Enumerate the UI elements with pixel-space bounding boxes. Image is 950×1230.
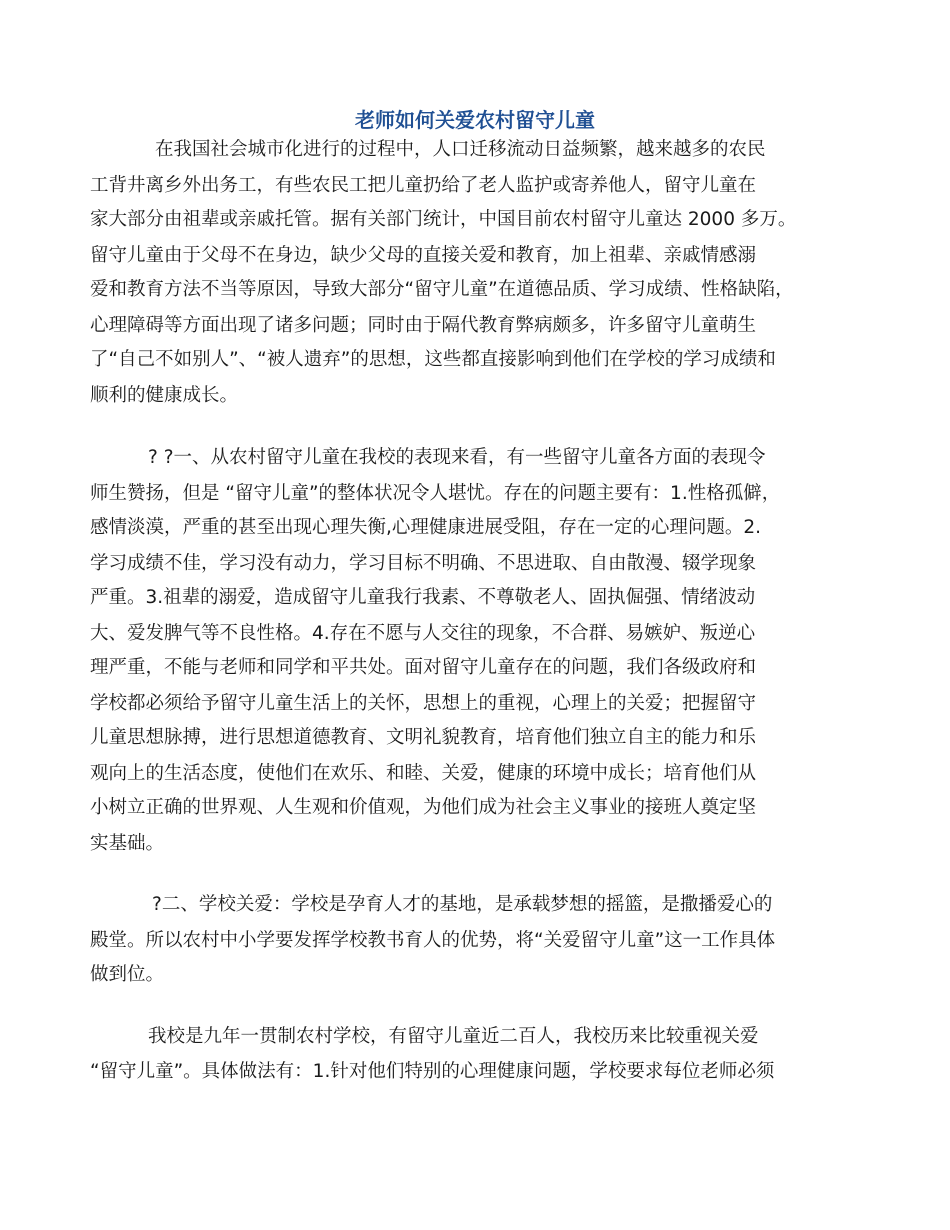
paragraph-line: 学习成绩不佳，学习没有动力，学习目标不明确、不思进取、自由散漫、辍学现象 [90,553,757,574]
paragraph-line: 心理障碍等方面出现了诸多问题；同时由于隔代教育弊病颇多，许多留守儿童萌生 [90,315,757,336]
paragraph-line: 观向上的生活态度，使他们在欢乐、和睦、关爱，健康的环境中成长；培育他们从 [90,763,757,784]
paragraph-line: 做到位。 [90,964,165,985]
paragraph-line: 在我国社会城市化进行的过程中，人口迁移流动日益频繁，越来越多的农民 [155,139,766,160]
paragraph-line: 实基础。 [90,833,165,854]
paragraph-line: 师生赞扬，但是 “留守儿童”的整体状况令人堪忧。存在的问题主要有：1.性格孤僻， [90,483,781,504]
paragraph-line: 工背井离乡外出务工，有些农民工把儿童扔给了老人监护或寄养他人，留守儿童在 [90,175,757,196]
paragraph-line: 大、爱发脾气等不良性格。4.存在不愿与人交往的现象，不合群、易嫉妒、叛逆心 [90,623,756,644]
paragraph-line: 学校都必须给予留守儿童生活上的关怀，思想上的重视，心理上的关爱；把握留守 [90,693,757,714]
paragraph-line: 严重。3.祖辈的溺爱，造成留守儿童我行我素、不尊敬老人、固执倔强、情绪波动 [90,587,756,608]
document-title: 老师如何关爱农村留守儿童 [355,108,595,132]
paragraph-line: 理严重，不能与老师和同学和平共处。面对留守儿童存在的问题，我们各级政府和 [90,657,757,678]
paragraph-line: ? ?一、从农村留守儿童在我校的表现来看，有一些留守儿童各方面的表现令 [148,447,766,468]
paragraph-line: ?二、学校关爱：学校是孕育人才的基地，是承载梦想的摇篮，是撒播爱心的 [152,894,773,915]
paragraph-line: 殿堂。所以农村中小学要发挥学校教书育人的优势，将“关爱留守儿童”这一工作具体 [90,930,776,951]
paragraph-line: 家大部分由祖辈或亲戚托管。据有关部门统计，中国目前农村留守儿童达 2000 多万。 [90,209,797,230]
paragraph-line: 我校是九年一贯制农村学校，有留守儿童近二百人，我校历来比较重视关爱 [148,1026,759,1047]
paragraph-line: 了“自己不如别人”、“被人遗弃”的思想，这些都直接影响到他们在学校的学习成绩和 [90,349,776,370]
paragraph-line: 顺利的健康成长。 [90,385,239,406]
paragraph-line: 儿童思想脉搏，进行思想道德教育、文明礼貌教育，培育他们独立自主的能力和乐 [90,727,757,748]
paragraph-line: 爱和教育方法不当等原因，导致大部分“留守儿童”在道德品质、学习成绩、性格缺陷， [90,279,794,300]
paragraph-line: 感情淡漠，严重的甚至出现心理失衡,心理健康进展受阻，存在一定的心理问题。2. [90,517,762,538]
paragraph-line: 小树立正确的世界观、人生观和价值观，为他们成为社会主义事业的接班人奠定坚 [90,797,757,818]
paragraph-line: 留守儿童由于父母不在身边，缺少父母的直接关爱和教育，加上祖辈、亲戚情感溺 [90,245,757,266]
paragraph-line: “留守儿童”。具体做法有：1.针对他们特别的心理健康问题，学校要求每位老师必须 [90,1061,775,1082]
